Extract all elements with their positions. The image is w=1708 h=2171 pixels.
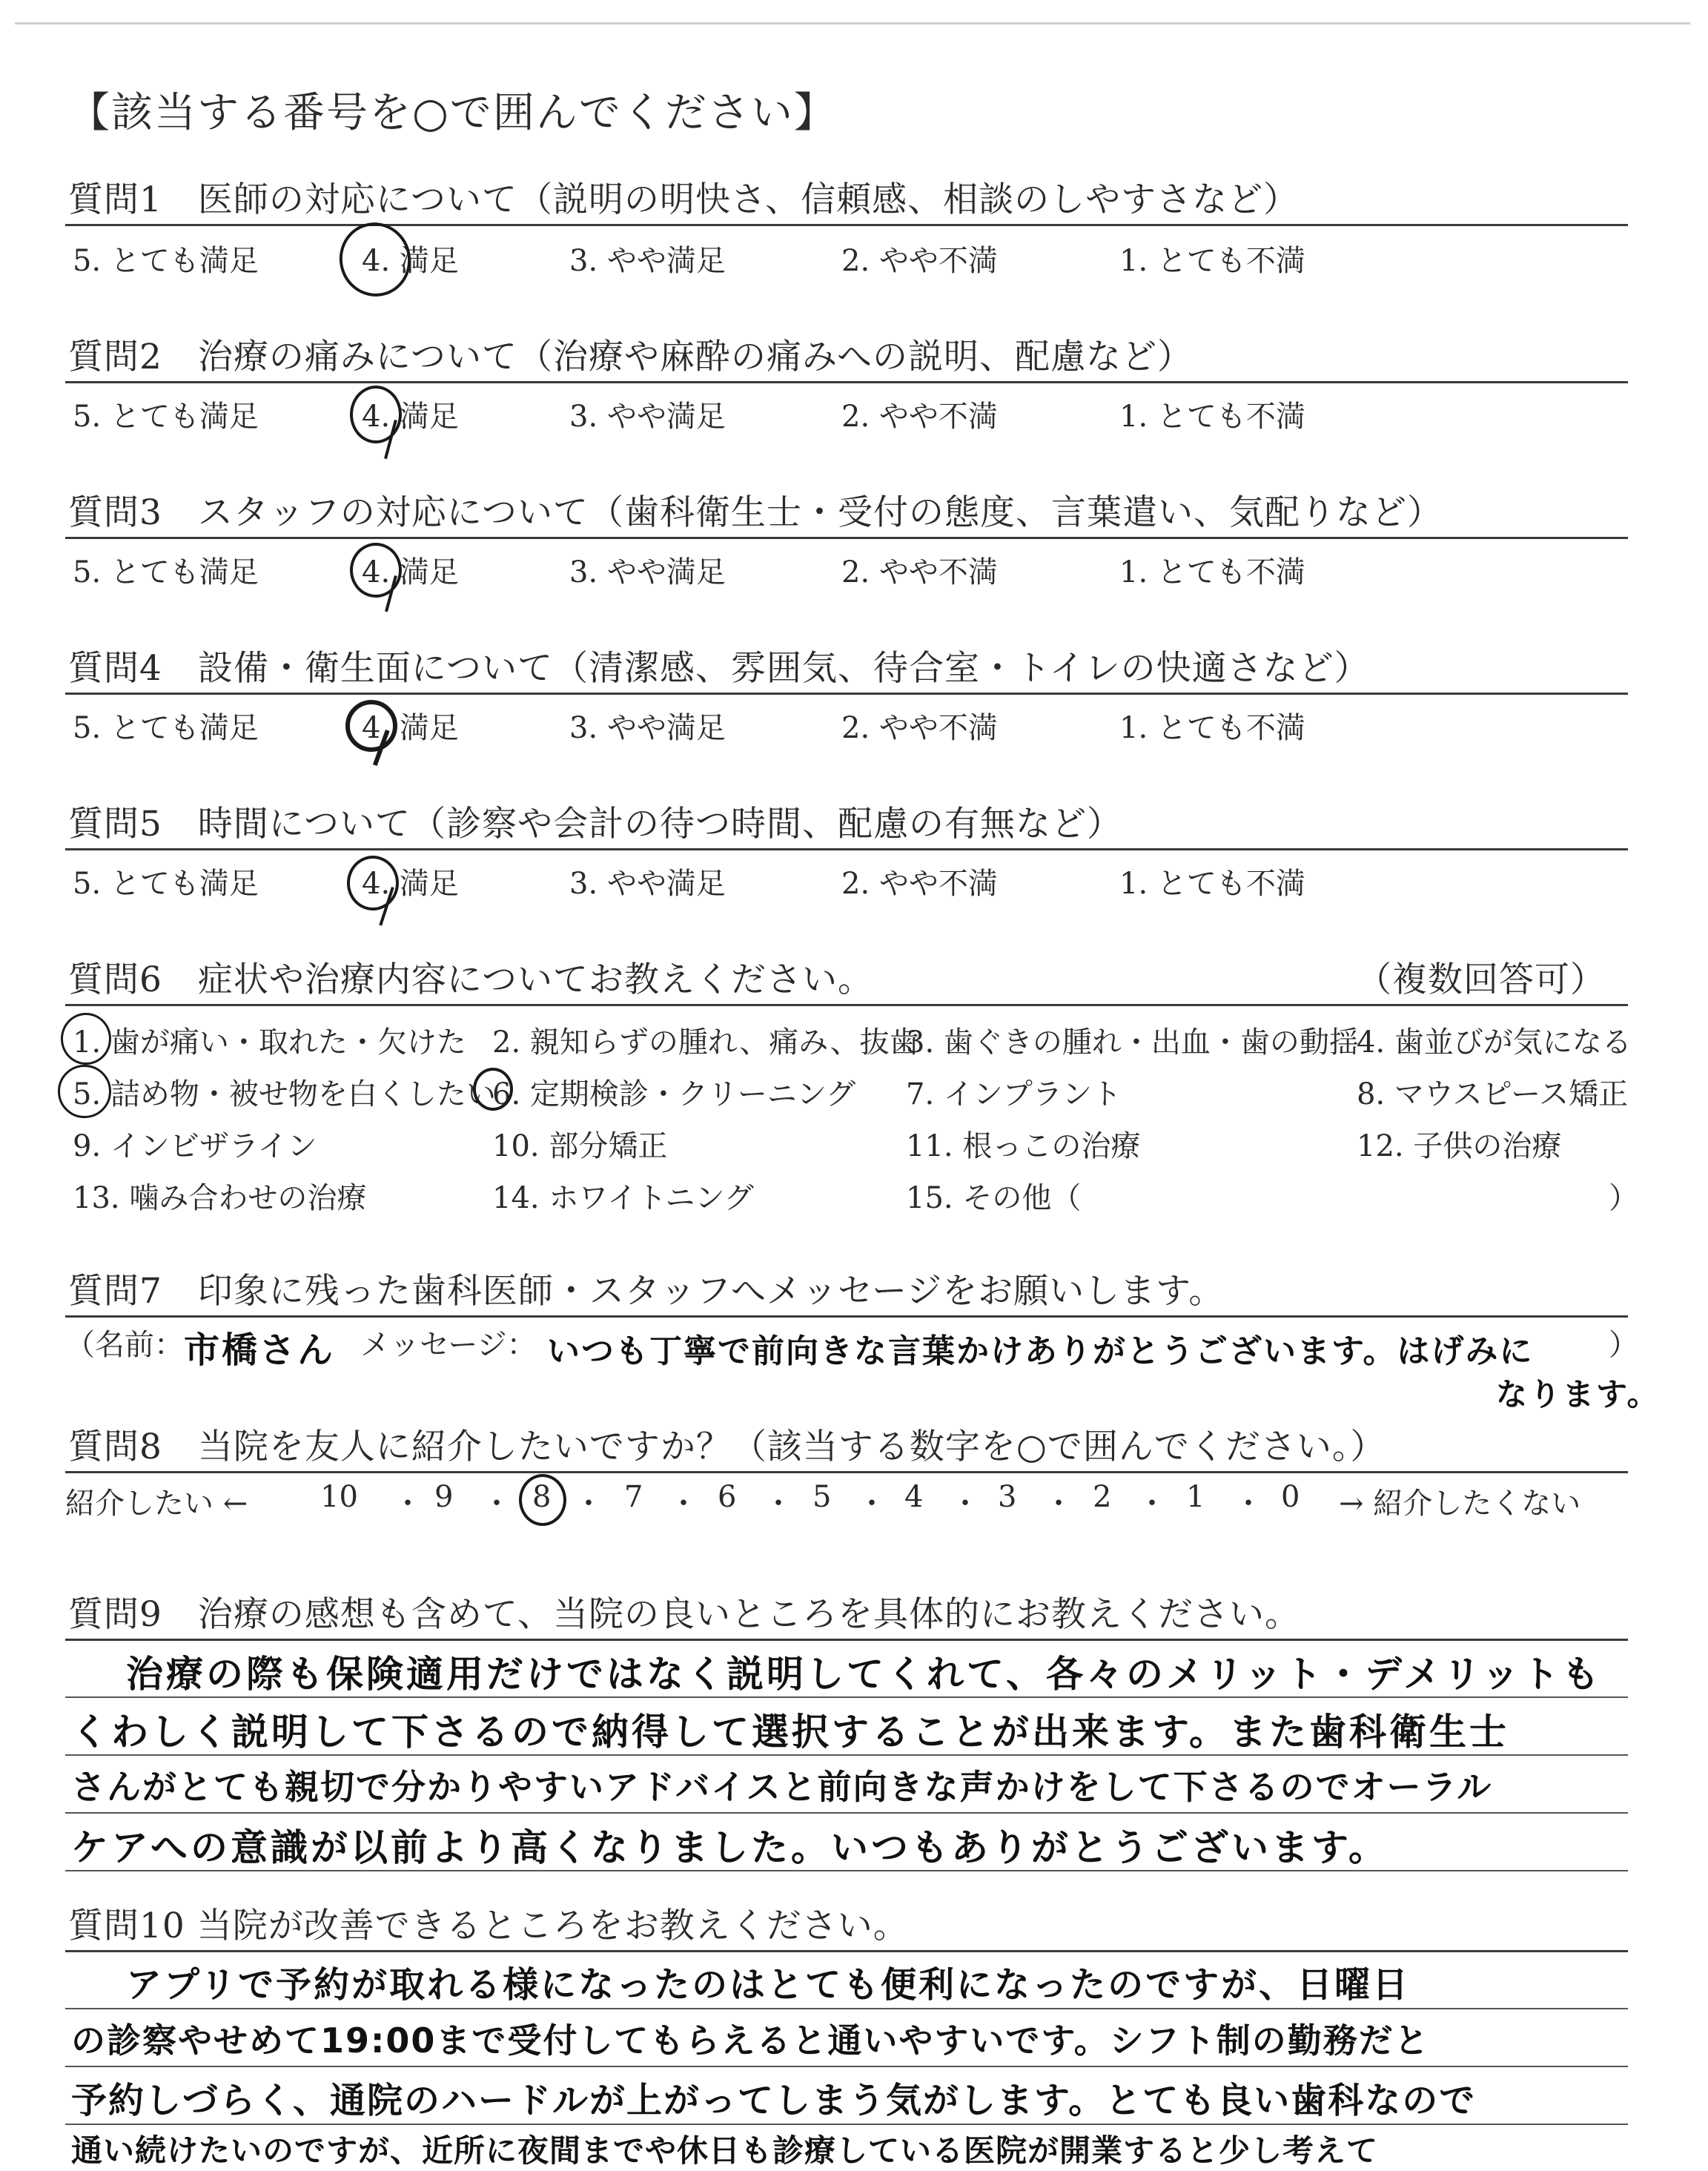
q4-opt-3[interactable]: 3. やや満足 — [569, 711, 726, 745]
q8-score-7[interactable]: 7 — [624, 1480, 643, 1514]
q8-score-4[interactable]: 4 — [904, 1480, 924, 1514]
q1-selection-circle — [331, 214, 420, 304]
q5-selection-circle — [347, 856, 399, 911]
q6-item-9[interactable]: 9. インビザライン — [73, 1129, 317, 1163]
q1-opt-4[interactable]: 4. 満足 — [362, 244, 459, 278]
q8-sep: ・ — [857, 1487, 887, 1521]
q5-rule — [65, 848, 1628, 850]
q6-item-12[interactable]: 12. 子供の治療 — [1357, 1129, 1562, 1163]
q8-rule — [65, 1471, 1628, 1473]
q9-line-3[interactable]: さんがとても親切で分かりやすいアドバイスと前向きな声かけをして下さるのでオーラル — [71, 1767, 1493, 1807]
q8-score-2[interactable]: 2 — [1093, 1480, 1112, 1514]
q10-line-3[interactable]: 予約しづらく、通院のハードルが上がってしまう気がします。とても良い歯科なので — [71, 2080, 1477, 2121]
q7-rule — [65, 1315, 1628, 1318]
q4-opt-1[interactable]: 1. とても不満 — [1119, 711, 1305, 745]
q8-sep: ・ — [1234, 1487, 1263, 1521]
q7-message-line2[interactable]: なります。 — [1496, 1376, 1661, 1412]
q8-sep: ・ — [669, 1487, 698, 1521]
q2-opt-1[interactable]: 1. とても不満 — [1119, 400, 1305, 434]
q7-name-label: （名前： — [65, 1328, 184, 1362]
q6-item-5[interactable]: 5. 詰め物・被せ物を白くしたい — [73, 1077, 496, 1111]
q4-opt-4[interactable]: 4. 満足 — [362, 711, 459, 745]
q8-sep: ・ — [764, 1487, 793, 1521]
q7-close-paren: ） — [1609, 1328, 1638, 1362]
q3-opt-4[interactable]: 4. 満足 — [362, 555, 459, 589]
q8-sep: ・ — [1137, 1487, 1167, 1521]
q3-rule — [65, 537, 1628, 539]
q2-opt-2[interactable]: 2. やや不満 — [841, 400, 998, 434]
q6-item-1-circle — [61, 1013, 111, 1065]
q6-note: （複数回答可） — [1357, 959, 1606, 1000]
q1-opt-3[interactable]: 3. やや満足 — [569, 244, 726, 278]
q2-opt-4[interactable]: 4. 満足 — [362, 400, 459, 434]
q5-opt-5[interactable]: 5. とても満足 — [73, 867, 259, 901]
q4-selection-circle — [345, 700, 397, 752]
q8-sep: ・ — [393, 1487, 423, 1521]
q9-rule-0 — [65, 1639, 1628, 1641]
q4-rule — [65, 693, 1628, 695]
page-heading: 【該当する番号を○で囲んでください】 — [68, 89, 837, 137]
q10-line-4[interactable]: 通い続けたいのですが、近所に夜間までや休日も診療している医院が開業すると少し考えて — [71, 2132, 1379, 2169]
q6-item-15-close: ） — [1609, 1181, 1638, 1215]
q6-item-1[interactable]: 1. 歯が痛い・取れた・欠けた — [73, 1025, 466, 1060]
top-border — [15, 22, 1690, 24]
q10-title: 質問10 当院が改善できるところをお教えください。 — [68, 1906, 909, 1946]
q8-score-3[interactable]: 3 — [998, 1480, 1017, 1514]
q6-item-2[interactable]: 2. 親知らずの腫れ、痛み、抜歯 — [492, 1025, 919, 1060]
q7-message-line1[interactable]: いつも丁寧で前向きな言葉かけありがとうございます。はげみに — [547, 1332, 1534, 1370]
q2-title: 質問2 治療の痛みについて（治療や麻酔の痛みへの説明、配慮など） — [68, 337, 1194, 377]
q8-score-0[interactable]: 0 — [1281, 1480, 1300, 1514]
q6-item-10[interactable]: 10. 部分矯正 — [492, 1129, 668, 1163]
q5-opt-3[interactable]: 3. やや満足 — [569, 867, 726, 901]
q6-item-13[interactable]: 13. 噛み合わせの治療 — [73, 1181, 367, 1215]
q8-sep: ・ — [950, 1487, 980, 1521]
q6-item-6[interactable]: 6. 定期検診・クリーニング — [492, 1077, 856, 1111]
q6-item-6-circle — [473, 1068, 513, 1111]
q4-opt-2[interactable]: 2. やや不満 — [841, 711, 998, 745]
q9-rule-3 — [65, 1812, 1628, 1814]
q8-sep: ・ — [482, 1487, 512, 1521]
q3-opt-3[interactable]: 3. やや満足 — [569, 555, 726, 589]
q9-line-2[interactable]: くわしく説明して下さるので納得して選択することが出来ます。また歯科衛生士 — [71, 1711, 1509, 1754]
q6-item-7[interactable]: 7. インプラント — [906, 1077, 1122, 1111]
q10-line-2[interactable]: の診察やせめて19:00まで受付してもらえると通いやすいです。シフト制の勤務だと — [71, 2020, 1430, 2061]
q10-line-1[interactable]: アプリで予約が取れる様になったのはとても便利になったのですが、日曜日 — [126, 1964, 1411, 2006]
q9-rule-4 — [65, 1870, 1628, 1871]
q6-item-15[interactable]: 15. その他（ — [906, 1181, 1082, 1215]
q3-opt-5[interactable]: 5. とても満足 — [73, 555, 259, 589]
q10-rule-1 — [65, 2008, 1628, 2009]
q2-opt-5[interactable]: 5. とても満足 — [73, 400, 259, 434]
q9-rule-1 — [65, 1696, 1628, 1698]
q10-rule-2 — [65, 2066, 1628, 2067]
q6-title: 質問6 症状や治療内容についてお教えください。 — [68, 959, 873, 1000]
q8-selection-circle — [519, 1474, 566, 1526]
q7-name-value[interactable]: 市橋さん — [184, 1329, 336, 1371]
q10-rule-0 — [65, 1950, 1628, 1952]
q1-opt-2[interactable]: 2. やや不満 — [841, 244, 998, 278]
q1-title: 質問1 医師の対応について（説明の明快さ、信頼感、相談のしやすさなど） — [68, 179, 1300, 220]
q8-score-9[interactable]: 9 — [434, 1480, 454, 1514]
q8-score-6[interactable]: 6 — [718, 1480, 737, 1514]
q8-sep: ・ — [574, 1487, 603, 1521]
q6-item-3[interactable]: 3. 歯ぐきの腫れ・出血・歯の動揺 — [906, 1025, 1359, 1060]
q1-rule — [65, 224, 1628, 226]
q8-score-5[interactable]: 5 — [812, 1480, 832, 1514]
q3-selection-circle — [350, 543, 402, 598]
q3-opt-2[interactable]: 2. やや不満 — [841, 555, 998, 589]
q5-opt-1[interactable]: 1. とても不満 — [1119, 867, 1305, 901]
q1-opt-1[interactable]: 1. とても不満 — [1119, 244, 1305, 278]
q9-line-4[interactable]: ケアへの意識が以前より高くなりました。いつもありがとうございます。 — [71, 1826, 1388, 1869]
q10-rule-3 — [65, 2124, 1628, 2125]
q9-rule-2 — [65, 1754, 1628, 1756]
q8-score-1[interactable]: 1 — [1186, 1480, 1205, 1514]
q8-left-label: 紹介したい ← — [65, 1487, 248, 1521]
q6-item-4[interactable]: 4. 歯並びが気になる — [1357, 1025, 1632, 1060]
q3-title: 質問3 スタッフの対応について（歯科衛生士・受付の態度、言葉遣い、気配りなど） — [68, 492, 1443, 533]
q4-title: 質問4 設備・衛生面について（清潔感、雰囲気、待合室・トイレの快適さなど） — [68, 648, 1370, 689]
q1-opt-5[interactable]: 5. とても満足 — [73, 244, 259, 278]
q6-rule — [65, 1004, 1628, 1006]
q6-item-5-circle — [58, 1065, 111, 1118]
q5-opt-4[interactable]: 4. 満足 — [362, 867, 459, 901]
q8-score-10[interactable]: 10 — [320, 1480, 358, 1514]
q6-item-11[interactable]: 11. 根っこの治療 — [906, 1129, 1141, 1163]
q9-title: 質問9 治療の感想も含めて、当院の良いところを具体的にお教えください。 — [68, 1594, 1300, 1635]
q8-title: 質問8 当院を友人に紹介したいですか？（該当する数字を○で囲んでください。） — [68, 1427, 1386, 1467]
q2-selection-circle — [350, 386, 402, 443]
q2-opt-3[interactable]: 3. やや満足 — [569, 400, 726, 434]
q2-rule — [65, 381, 1628, 383]
q7-title: 質問7 印象に残った歯科医師・スタッフへメッセージをお願いします。 — [68, 1271, 1225, 1312]
q4-opt-5[interactable]: 5. とても満足 — [73, 711, 259, 745]
q3-opt-1[interactable]: 1. とても不満 — [1119, 555, 1305, 589]
q8-right-label: → 紹介したくない — [1339, 1487, 1581, 1521]
q8-score-8[interactable]: 8 — [532, 1480, 552, 1514]
q6-item-14[interactable]: 14. ホワイトニング — [492, 1181, 754, 1215]
q5-title: 質問5 時間について（診察や会計の待つ時間、配慮の有無など） — [68, 804, 1122, 845]
q8-sep: ・ — [1044, 1487, 1073, 1521]
q6-item-8[interactable]: 8. マウスピース矯正 — [1357, 1077, 1629, 1111]
q5-opt-2[interactable]: 2. やや不満 — [841, 867, 998, 901]
q7-message-label: メッセージ： — [360, 1328, 537, 1362]
q9-line-1[interactable]: 治療の際も保険適用だけではなく説明してくれて、各々のメリット・デメリットも — [126, 1653, 1602, 1696]
